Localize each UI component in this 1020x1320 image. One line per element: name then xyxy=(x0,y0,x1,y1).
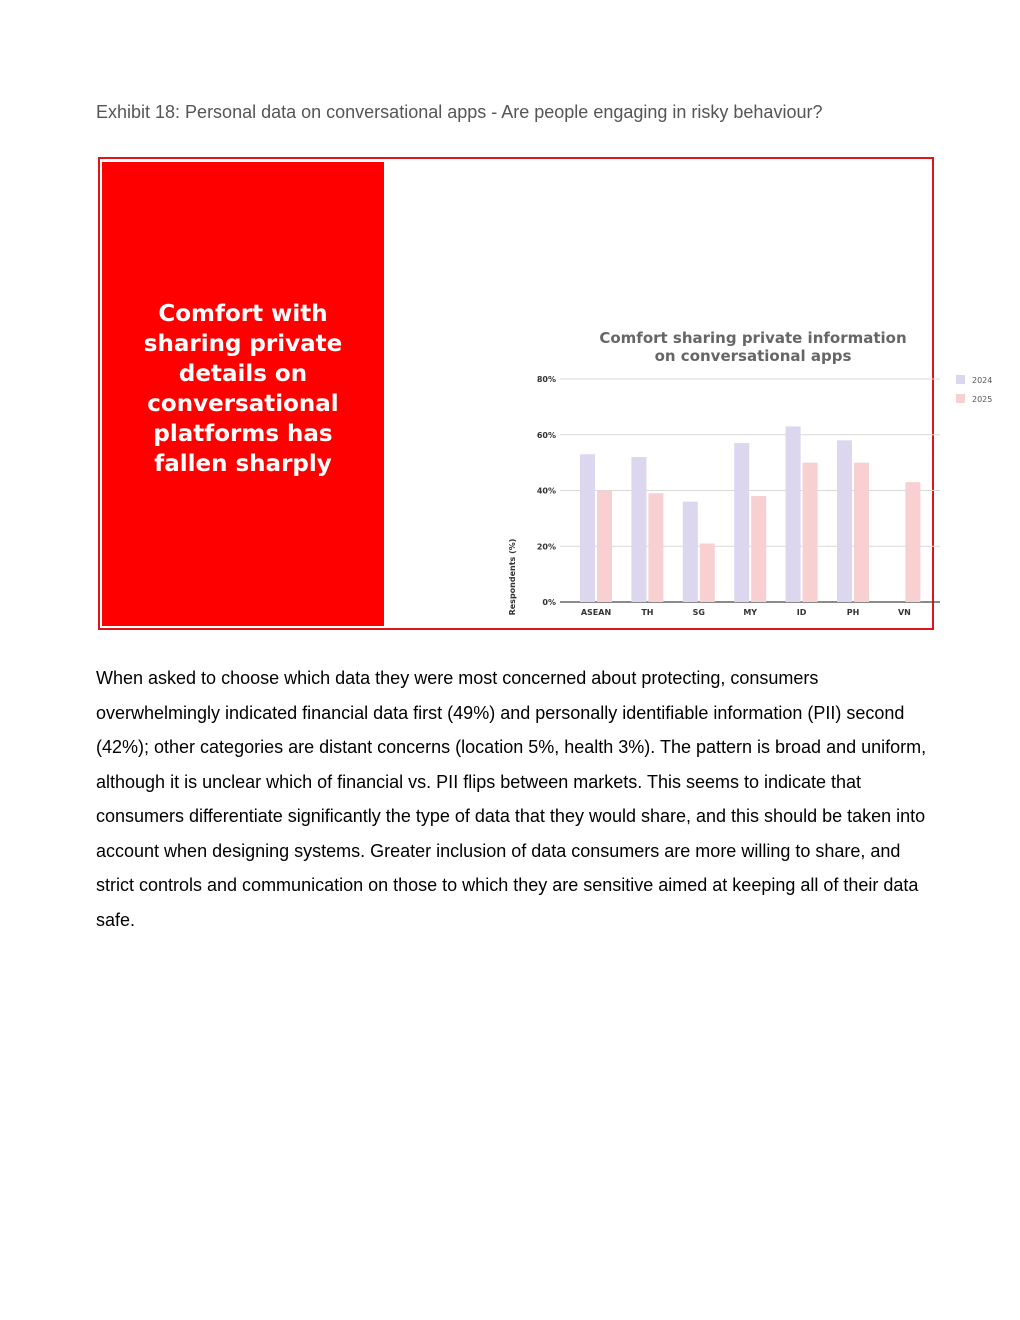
bar-2024-my xyxy=(734,443,749,602)
x-tick-label: TH xyxy=(641,608,654,617)
chart-title xyxy=(599,329,906,365)
y-tick-label: 0% xyxy=(542,598,556,607)
legend-swatch-2025 xyxy=(956,394,965,403)
chart-title-line: Comfort sharing private information xyxy=(599,329,907,347)
bar-2025-id xyxy=(803,463,818,602)
bar-2025-ph xyxy=(854,463,869,602)
chart-bars xyxy=(580,426,920,602)
x-tick-label: VN xyxy=(897,608,911,617)
y-axis-ticks xyxy=(537,375,556,607)
y-tick-label: 40% xyxy=(536,486,556,496)
callout-text: Comfort with sharing private details on conversational platforms has fallen sharply xyxy=(143,301,343,477)
bar-2025-sg xyxy=(700,543,715,602)
bar-2025-vn xyxy=(905,482,920,602)
exhibit-figure xyxy=(98,157,993,630)
callout-panel xyxy=(102,162,384,626)
legend-label-2025: 2025 xyxy=(972,395,993,404)
y-tick-label: 80% xyxy=(536,375,556,384)
bar-2025-asean xyxy=(597,491,612,603)
exhibit-title: Exhibit 18: Personal data on conversational apps - Are people engaging in risky behaviour? xyxy=(96,102,823,122)
bar-2024-id xyxy=(786,426,801,602)
legend-label-2024: 2024 xyxy=(972,376,993,385)
chart-title-line: on conversational apps xyxy=(654,347,852,365)
bar-2024-sg xyxy=(683,502,698,602)
x-tick-label: MY xyxy=(743,608,758,617)
bar-2024-asean xyxy=(580,454,595,602)
bar-2024-th xyxy=(631,457,646,602)
bar-2024-ph xyxy=(837,440,852,602)
chart-legend xyxy=(956,375,992,404)
y-tick-label: 20% xyxy=(536,542,556,552)
x-axis-ticks xyxy=(581,608,911,617)
x-tick-label: SG xyxy=(692,608,705,617)
y-tick-label: 60% xyxy=(536,430,556,440)
x-tick-label: ID xyxy=(796,608,807,617)
bar-2025-th xyxy=(648,493,663,602)
x-tick-label: ASEAN xyxy=(580,608,612,617)
bar-2025-my xyxy=(751,496,766,602)
body-paragraph: When asked to choose which data they were most concerned about protecting, consumers overwhelmingly indicated financial data first (49%) and personally identifiable information (PII) second (42%); other categories are distant concerns (location 5%, health 3%). The pattern is broad and uniform, although it is unclear which of financial vs. PII flips between markets. This seems to indicate that consumers differentiate significantly the type of data that they would share, and this should be taken into account when designing systems. Greater inclusion of data consumers are more willing to share, and strict controls and communication on those to which they are sensitive aimed at keeping all of their data safe. xyxy=(96,668,927,930)
legend-swatch-2024 xyxy=(956,375,965,384)
x-tick-label: PH xyxy=(846,608,860,617)
bar-chart xyxy=(400,239,993,639)
chart-gridlines xyxy=(560,379,940,602)
y-axis-label: Respondents (%) xyxy=(508,538,517,616)
